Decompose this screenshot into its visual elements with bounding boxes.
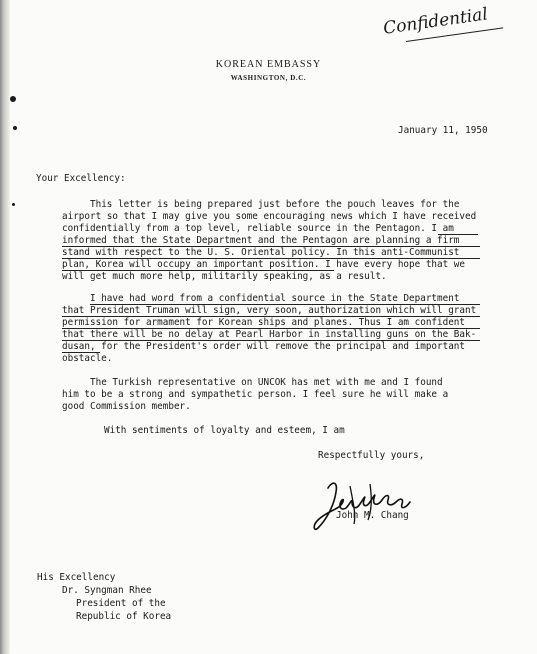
letterhead-city: WASHINGTON, D.C. — [230, 74, 307, 82]
letterhead-org: KOREAN EMBASSY — [215, 59, 322, 70]
body-line: stand with respect to the U. S. Oriental policy. In this anti-Communist — [62, 247, 460, 258]
handwritten-underline — [62, 352, 100, 353]
body-line: confidentially from a top level, reliable source in the Pentagon. I am — [62, 223, 454, 234]
body-line: I have had word from a confidential source in the State Department — [90, 293, 460, 304]
addressee-line: His Excellency — [37, 572, 116, 583]
handwritten-underline — [438, 234, 478, 235]
body-line: The Turkish representative on UNCOK has met with me and I found — [90, 377, 443, 388]
body-line: good Commission member. — [62, 401, 191, 412]
body-line: obstacle. — [62, 353, 113, 364]
handwritten-underline — [62, 316, 480, 317]
salutation: Your Excellency: — [36, 173, 126, 184]
handwritten-underline — [62, 340, 480, 341]
body-line: dusan, for the President's order will remove the principal and important — [62, 341, 465, 352]
body-line: that President Truman will sign, very soon, authorization which will grant — [62, 305, 477, 316]
handwritten-underline — [62, 328, 480, 329]
addressee-line: Republic of Korea — [76, 611, 172, 622]
handwritten-underline — [62, 246, 480, 247]
handwritten-underline — [62, 258, 480, 259]
body-line: permission for armament for Korean ships and planes. Thus I am confident — [62, 317, 465, 328]
addressee-line: Dr. Syngman Rhee — [62, 585, 152, 596]
body-line: him to be a strong and sympathetic person. I feel sure he will make a — [62, 389, 449, 400]
confidential-stamp: Confidential — [382, 4, 490, 39]
ink-mark — [13, 126, 17, 130]
ink-mark — [12, 203, 15, 206]
body-line: airport so that I may give you some encouraging news which I have received — [62, 211, 477, 222]
letter-date: January 11, 1950 — [398, 125, 488, 136]
body-line: plan, Korea will occupy an important position. I have every hope that we — [62, 259, 465, 270]
signer-name: John M. Chang — [336, 510, 409, 521]
body-line: that there will be no delay at Pearl Harbor in installing guns on the Bak- — [62, 329, 477, 340]
body-line: informed that the State Department and the Pentagon are planning a firm — [62, 235, 460, 246]
addressee-line: President of the — [76, 598, 166, 609]
body-line: will get much more help, militarily speaking, as a result. — [62, 271, 387, 282]
ink-mark — [10, 96, 16, 102]
handwritten-underline — [62, 270, 334, 271]
closing: Respectfully yours, — [318, 450, 425, 461]
handwritten-underline — [90, 304, 480, 305]
body-line: With sentiments of loyalty and esteem, I am — [104, 425, 345, 436]
body-line: This letter is being prepared just before the pouch leaves for the — [90, 199, 460, 210]
torn-left-edge — [0, 0, 10, 654]
handwritten-signature — [310, 476, 420, 536]
